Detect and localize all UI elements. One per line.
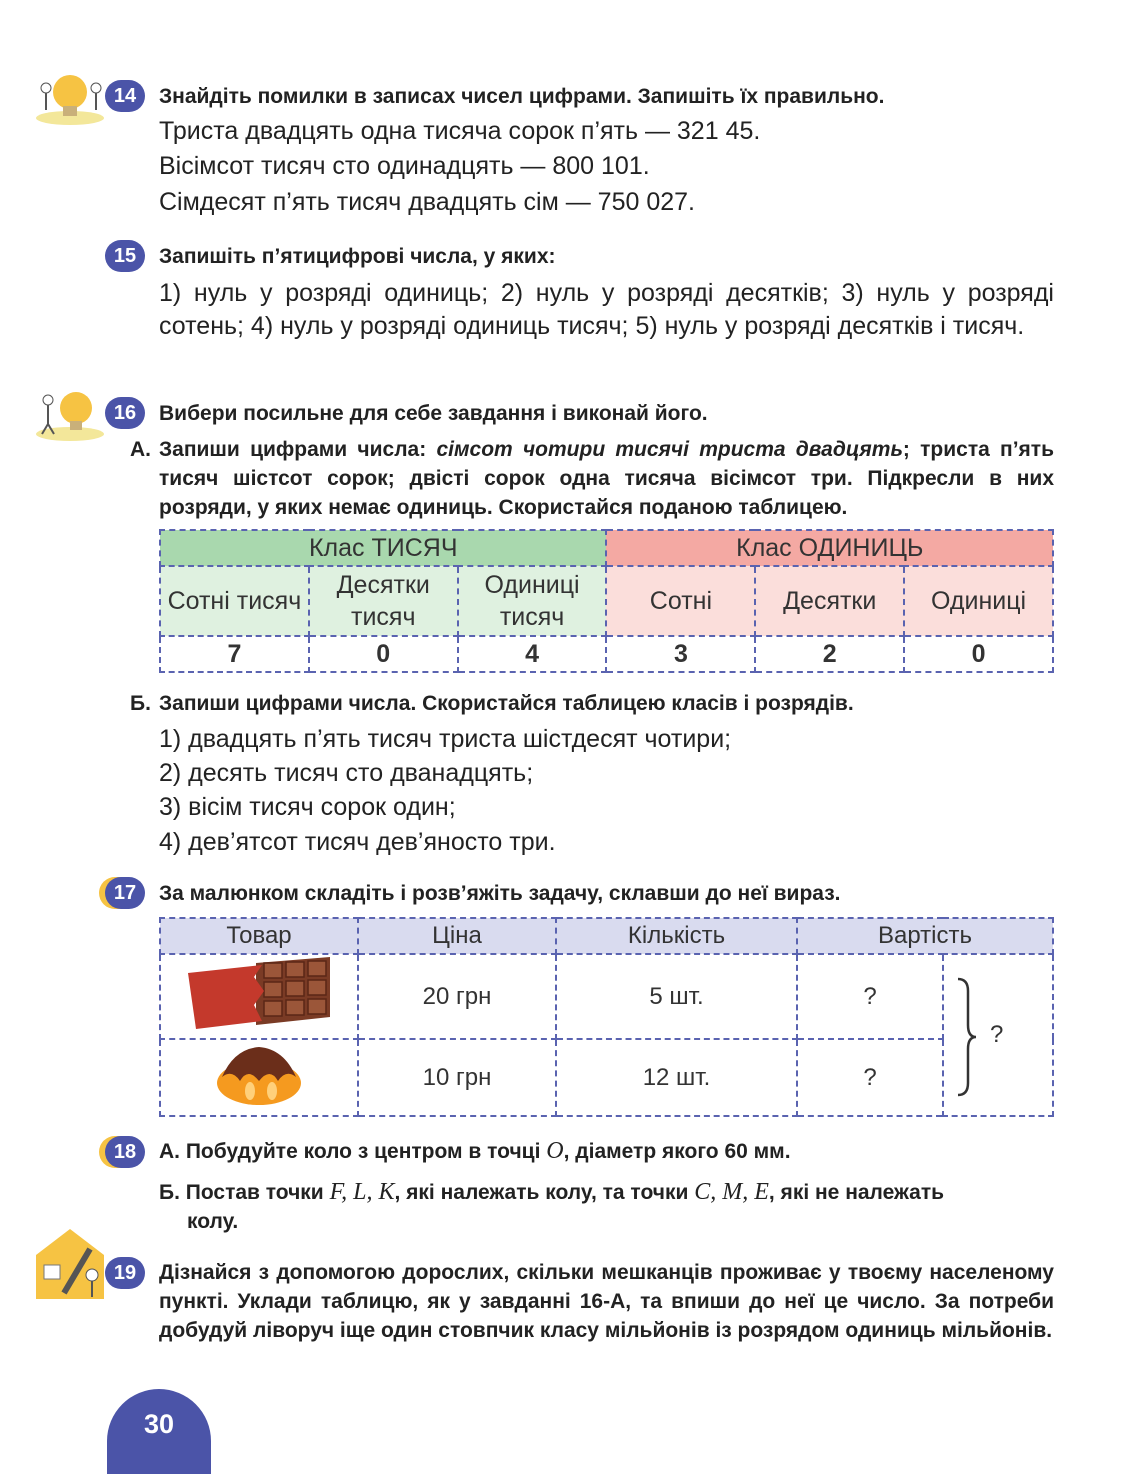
class-thousands-header: Клас ТИСЯЧ bbox=[160, 530, 606, 566]
cost-cell: ? bbox=[797, 954, 943, 1039]
column-header: Товар bbox=[160, 918, 358, 954]
column-header: Десятки bbox=[755, 566, 904, 636]
exercise-number-badge: 14 bbox=[105, 80, 145, 112]
task-b-instruction: Запиши цифрами числа. Скористайся таблицею класів і розрядів. bbox=[159, 692, 854, 715]
list-item: 2) десять тисяч сто дванадцять; bbox=[159, 759, 534, 787]
exercise-number-badge: 17 bbox=[105, 877, 145, 909]
task-b-last: колу. bbox=[187, 1210, 239, 1233]
point-o-label: O bbox=[546, 1138, 564, 1164]
column-header: Вартість bbox=[797, 918, 1053, 954]
list-item: 4) дев’ятсот тисяч дев’яносто три. bbox=[159, 828, 556, 856]
digit-cell: 3 bbox=[606, 636, 755, 672]
table-row bbox=[160, 954, 1053, 1039]
exercise-instruction: Вибери посильне для себе завдання і виконай його. bbox=[159, 402, 708, 425]
exercise-number-badge: 16 bbox=[105, 397, 145, 429]
task-b-prefix: Б. Постав точки bbox=[159, 1181, 324, 1204]
chocolate-bar-icon bbox=[184, 955, 334, 1031]
class-units-header: Клас ОДИНИЦЬ bbox=[606, 530, 1053, 566]
item-cell bbox=[160, 954, 358, 1039]
cost-cell: ? bbox=[797, 1039, 943, 1116]
points-on-circle: F, L, K bbox=[329, 1179, 395, 1205]
task-b-text bbox=[159, 1178, 944, 1207]
column-header: Ціна bbox=[358, 918, 556, 954]
task-a-text bbox=[159, 1137, 791, 1166]
task-a-prefix: А. Побудуйте коло з центром в точці bbox=[159, 1140, 541, 1163]
exercise-number-badge: 15 bbox=[105, 240, 145, 272]
quantity-cell: 12 шт. bbox=[556, 1039, 797, 1116]
points-off-circle: C, M, E bbox=[694, 1179, 769, 1205]
table-row bbox=[160, 1039, 1053, 1116]
exercise-line: Вісімсот тисяч сто одинадцять — 800 101. bbox=[159, 152, 650, 180]
task-label-a: А. bbox=[130, 438, 151, 461]
place-value-table bbox=[159, 529, 1054, 673]
task-a-prefix: Запиши цифрами числа: bbox=[159, 438, 427, 461]
total-cell bbox=[943, 954, 1053, 1116]
exercise-instruction: За малюнком складіть і розв’яжіть задачу, склавши до неї вираз. bbox=[159, 882, 841, 905]
task-a-rest: , діаметр якого 60 мм. bbox=[563, 1140, 791, 1163]
digit-cell: 2 bbox=[755, 636, 904, 672]
curly-brace-icon bbox=[954, 977, 978, 1097]
exercise-number-badge: 18 bbox=[105, 1136, 145, 1168]
exercise-line: Триста двадцять одна тисяча сорок п’ять — 321 45. bbox=[159, 117, 761, 145]
exercise-text: Дізнайся з допомогою дорослих, скільки мешканців проживає у твоєму населеному пункті. Уклади таблицю, як у завданні 16-А, та впиши до неї це число. За потреби добудуй ліворуч іще один стовпчик класу мільйонів із розрядом одиниць мільйонів. bbox=[159, 1261, 1054, 1342]
exercise-instruction: Запишіть п’ятицифрові числа, у яких: bbox=[159, 245, 556, 268]
list-item: 3) вісім тисяч сорок один; bbox=[159, 793, 456, 821]
column-header: Одиниці bbox=[904, 566, 1053, 636]
digit-cell: 0 bbox=[309, 636, 458, 672]
exercise-text: 1) нуль у розряді одиниць; 2) нуль у розряді десятків; 3) нуль у розряді сотень; 4) нуль у розряді одиниць тисяч; 5) нуль у розряді десятків і тисяч. bbox=[159, 279, 1054, 340]
digit-cell: 4 bbox=[458, 636, 607, 672]
total-question: ? bbox=[990, 1021, 1004, 1048]
price-cell: 20 грн bbox=[358, 954, 556, 1039]
task-a-emphasis: сімсот чотири тисячі триста двадцять bbox=[436, 438, 903, 461]
exercise-instruction: Знайдіть помилки в записах чисел цифрами. Запишіть їх правильно. bbox=[159, 85, 885, 108]
task-a-rest: ; триста п’ять тисяч шістсот сорок; двісті сорок одна тисяча вісімсот три. Підкресли в них розряди, у яких немає одиниць. Скористайся поданою таблицею. bbox=[159, 438, 1054, 519]
item-cell bbox=[160, 1039, 358, 1116]
exercise-line: Сімдесят п’ять тисяч двадцять сім — 750 027. bbox=[159, 188, 695, 216]
task-b-rest: , які не належать bbox=[768, 1181, 945, 1204]
digit-cell: 0 bbox=[904, 636, 1053, 672]
column-header: Сотні bbox=[606, 566, 755, 636]
column-header: Сотні тисяч bbox=[160, 566, 309, 636]
column-header: Одиниці тисяч bbox=[458, 566, 607, 636]
price-cell: 10 грн bbox=[358, 1039, 556, 1116]
quantity-cell: 5 шт. bbox=[556, 954, 797, 1039]
digit-cell: 7 bbox=[160, 636, 309, 672]
task-a-text bbox=[159, 435, 1054, 522]
exercise-number-badge: 19 bbox=[105, 1257, 145, 1289]
purchase-table bbox=[159, 917, 1054, 1117]
lightbulb-team-icon bbox=[34, 68, 106, 126]
house-pencil-icon bbox=[34, 1227, 106, 1301]
task-label-b: Б. bbox=[130, 692, 151, 715]
column-header: Кількість bbox=[556, 918, 797, 954]
lightbulb-choice-icon bbox=[34, 386, 106, 442]
list-item: 1) двадцять п’ять тисяч триста шістдесят чотири; bbox=[159, 725, 732, 753]
task-b-mid: , які належать колу, та точки bbox=[394, 1181, 689, 1204]
column-header: Десятки тисяч bbox=[309, 566, 458, 636]
cupcake-icon bbox=[214, 1041, 304, 1107]
page-number: 30 bbox=[107, 1389, 211, 1474]
